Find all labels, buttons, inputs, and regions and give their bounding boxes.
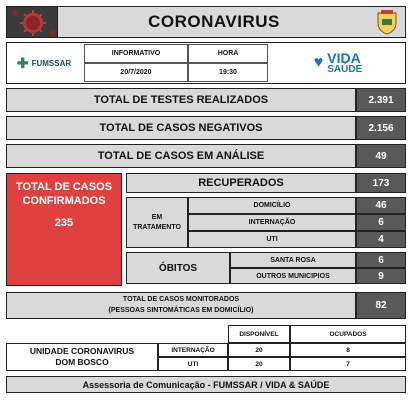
uti-label: UTI [188, 231, 356, 248]
monitorados-value: 82 [356, 292, 406, 319]
hora-label: HORA [188, 44, 268, 63]
hora-time: 19:30 [188, 63, 268, 82]
internacao-value: 6 [356, 214, 406, 231]
disponivel-header: DISPONÍVEL [228, 325, 290, 343]
confirmados-box [6, 173, 122, 286]
fumssar-logo: ✚ FUMSSAR [8, 44, 80, 82]
analise-value: 49 [356, 144, 406, 168]
uti-value: 4 [356, 231, 406, 248]
page-title: CORONAVIRUS [148, 12, 280, 31]
unidade-uti-label: UTI [158, 357, 228, 371]
obitos-label: ÓBITOS [126, 252, 230, 284]
domicilio-label: DOMICÍLIO [188, 197, 356, 214]
domicilio-value: 46 [356, 197, 406, 214]
outros-municipios-label: OUTROS MUNICIPIOS [230, 268, 356, 284]
santa-rosa-value: 6 [356, 252, 406, 268]
coronavirus-image [6, 6, 58, 38]
informativo-label: INFORMATIVO [84, 44, 188, 63]
monitorados-label: TOTAL DE CASOS MONITORADOS (PESSOAS SINTOMÁTICAS EM DOMICÍLIO) [6, 292, 356, 319]
vida-saude-logo: ♥ VIDA SAÚDE [272, 44, 404, 82]
internacao-label: INTERNAÇÃO [188, 214, 356, 231]
confirmados-value: 235 [54, 216, 74, 229]
testes-value: 2.391 [356, 88, 406, 112]
unidade-uti-ocupados: 7 [290, 357, 406, 371]
informativo-date: 20/7/2020 [84, 63, 188, 82]
ocupados-header: OCUPADOS [290, 325, 406, 343]
city-crest-icon [370, 7, 404, 37]
santa-rosa-label: SANTA ROSA [230, 252, 356, 268]
recuperados-label: RECUPERADOS [126, 173, 356, 193]
unidade-internacao-disponivel: 20 [228, 343, 290, 357]
footer-credit: Assessoria de Comunicação - FUMSSAR / VIDA & SAÚDE [6, 376, 406, 393]
outros-municipios-value: 9 [356, 268, 406, 284]
negativos-label: TOTAL DE CASOS NEGATIVOS [6, 116, 356, 140]
heart-icon: ♥ [313, 54, 324, 71]
testes-label: TOTAL DE TESTES REALIZADOS [6, 88, 356, 112]
recuperados-value: 173 [356, 173, 406, 193]
negativos-value: 2.156 [356, 116, 406, 140]
unidade-uti-disponivel: 20 [228, 357, 290, 371]
unidade-internacao-label: INTERNAÇÃO [158, 343, 228, 357]
unidade-name: UNIDADE CORONAVIRUS DOM BOSCO [6, 343, 158, 371]
tratamento-label: EM TRATAMENTO [126, 197, 188, 248]
unidade-internacao-ocupados: 8 [290, 343, 406, 357]
analise-label: TOTAL DE CASOS EM ANÁLISE [6, 144, 356, 168]
confirmados-label: TOTAL DE CASOS CONFIRMADOS [16, 181, 112, 208]
fumssar-cross-icon: ✚ [16, 54, 29, 71]
